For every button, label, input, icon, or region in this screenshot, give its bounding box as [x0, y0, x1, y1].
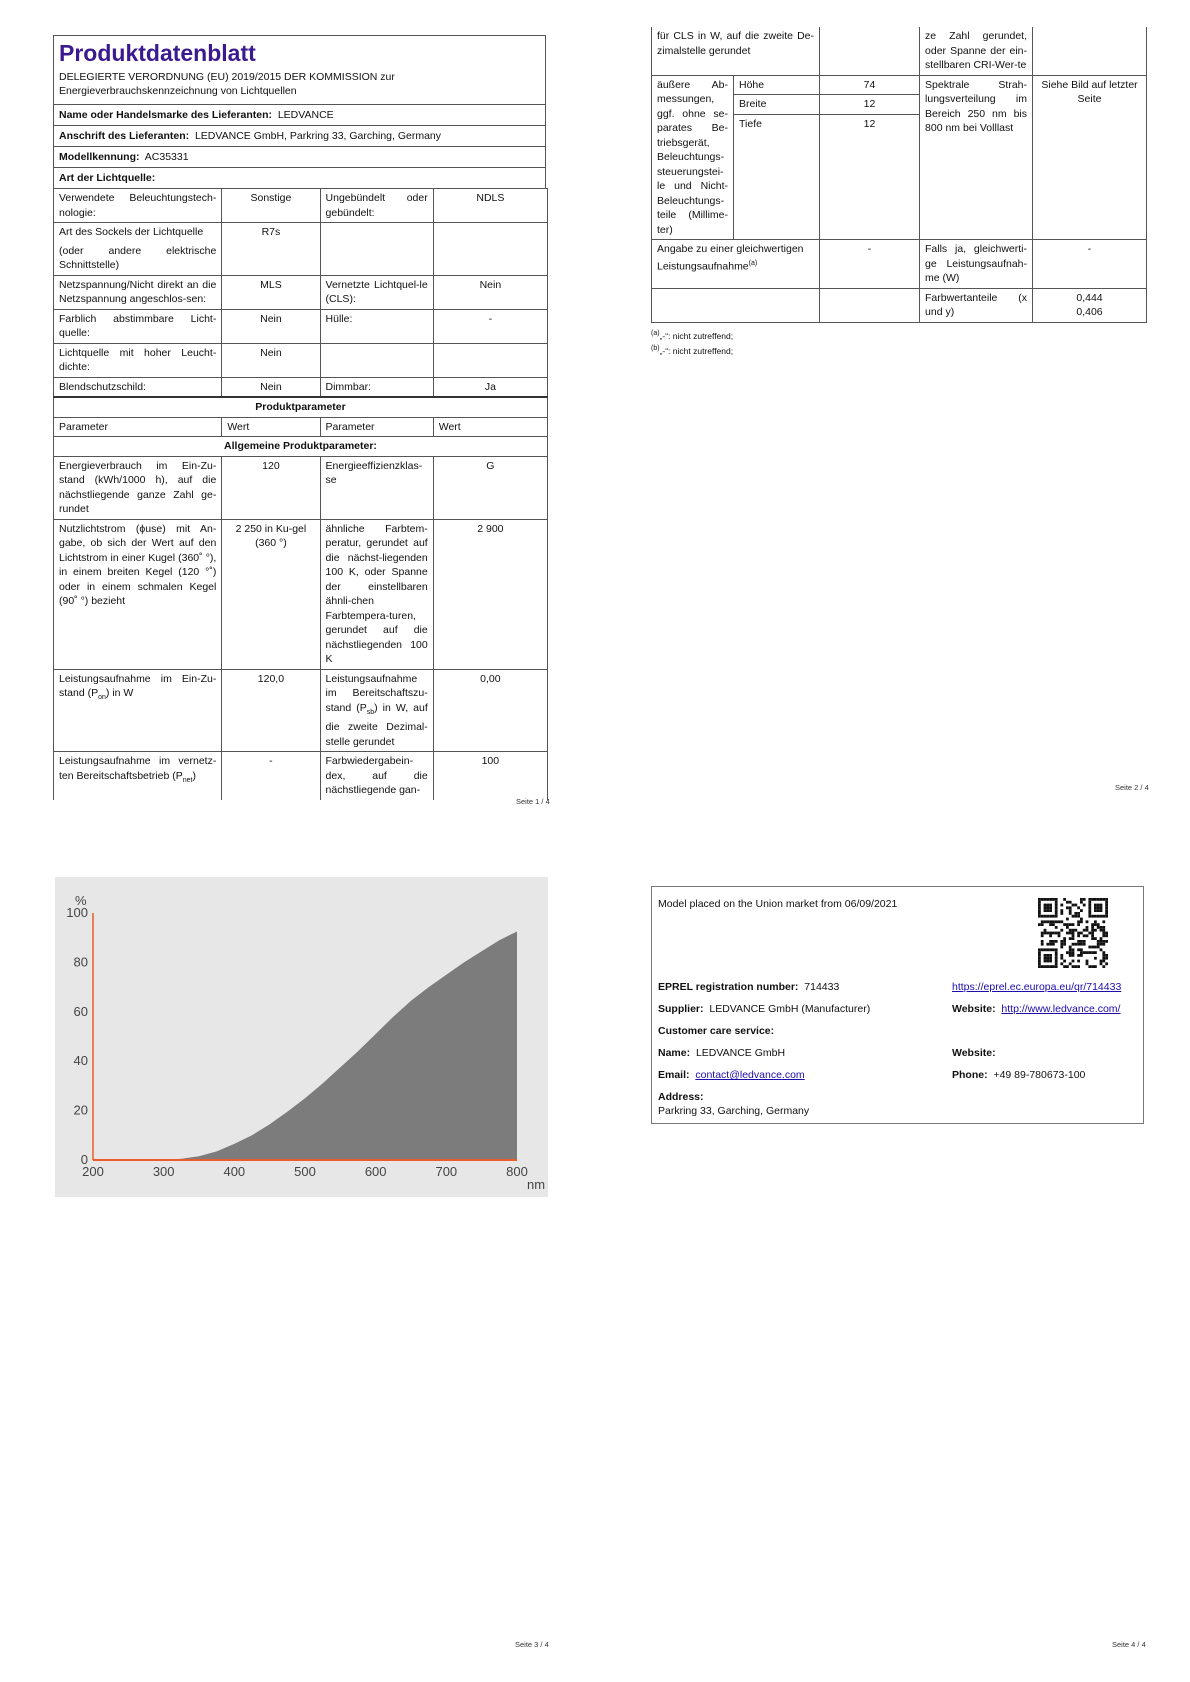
pnet-label-a: Leistungsaufnahme im vernetz-ten Bereitschaftsbetrieb (P	[59, 755, 217, 782]
spectral-value: Siehe Bild auf letzter Seite	[1033, 75, 1147, 240]
psb-label	[320, 669, 433, 752]
supplier-address-value: LEDVANCE GmbH, Parkring 33, Garching, Germany	[194, 130, 442, 142]
height-label: Höhe	[734, 75, 820, 95]
care-name-value: LEDVANCE GmbH	[695, 1047, 786, 1059]
supplier-address-label: Anschrift des Lieferanten:	[59, 130, 190, 142]
tech-label: Verwendete Beleuchtungstech-nologie:	[54, 189, 222, 223]
x-tick-label: 500	[294, 1164, 316, 1179]
empty-cell	[433, 223, 547, 276]
chroma-x: 0,444	[1076, 291, 1103, 304]
table-row	[54, 343, 548, 377]
pnet-sub: net	[182, 776, 193, 784]
page-1	[53, 35, 546, 800]
table-row	[54, 456, 548, 519]
empty-cell	[433, 343, 547, 377]
y-tick-label: 60	[73, 1003, 88, 1019]
psb-sub: sb	[366, 708, 375, 716]
model-label: Modellkennung:	[59, 151, 140, 163]
supplier-name-label: Name oder Handelsmarke des Lieferanten:	[59, 109, 272, 121]
height-value: 74	[820, 75, 920, 95]
footnote-b-ref: (b)	[651, 345, 660, 353]
socket-value: R7s	[222, 223, 320, 276]
cls-label: Vernetzte Lichtquel-le (CLS):	[320, 275, 433, 309]
cri-value: 100	[433, 752, 547, 800]
dimensions-label: äußere Ab-messungen, ggf. ohne se-parates Be-triebsgerät, Beleuchtungs-steuerungstei-le und Nicht-Beleuchtungs-teile (Millime-ter)	[652, 75, 734, 240]
col-header-param: Parameter	[54, 417, 222, 437]
equiv-label	[652, 240, 820, 289]
dimm-label: Dimmbar:	[320, 377, 433, 397]
y-tick-label: 0	[80, 1152, 88, 1167]
empty-cell	[1033, 27, 1147, 75]
table-row	[54, 437, 548, 457]
envelope-label: Hülle:	[320, 309, 433, 343]
cri-label-cont: ze Zahl gerundet, oder Spanne der ein-stellbaren CRI-Wer-te	[920, 27, 1033, 75]
high-lum-value: Nein	[222, 343, 320, 377]
glare-value: Nein	[222, 377, 320, 397]
x-tick-label: 300	[152, 1164, 175, 1179]
mains-value: MLS	[222, 275, 320, 309]
cct-value: 2 900	[433, 519, 547, 669]
market-text: Model placed on the Union market from 06/09/2021	[658, 898, 898, 910]
customer-care-label: Customer care service:	[658, 1025, 775, 1037]
col-header-value: Wert	[222, 417, 320, 437]
empty-cell	[820, 288, 920, 322]
page-2	[651, 27, 1146, 358]
table-row	[54, 189, 548, 223]
website-link[interactable]: http://www.ledvance.com/	[1001, 1003, 1121, 1015]
supplier-value: LEDVANCE GmbH (Manufacturer)	[709, 1003, 871, 1015]
address-heading	[658, 1091, 704, 1103]
chroma-value	[1033, 288, 1147, 322]
supplier-name-row	[53, 104, 546, 125]
cri-label: Farbwiedergabein-dex, auf die nächstliegende gan-	[320, 752, 433, 800]
table-row	[54, 309, 548, 343]
pon-label-a: Leistungsaufnahme im Ein-Zu-stand (P	[59, 672, 217, 699]
pnet-label-cont: für CLS in W, auf die zweite De-zimalstelle gerundet	[652, 27, 820, 75]
x-axis-label: nm	[527, 1177, 546, 1192]
psb-label-a: Leistungsaufnahme im Bereitschaftszu-stand (P	[325, 672, 428, 714]
bundled-label: Ungebündelt oder gebündelt:	[320, 189, 433, 223]
cct-label: ähnliche Farbtem-peratur, gerundet auf die nächst-liegenden 100 K, oder Spanne der einstellbaren ähnli-chen Farbtempera-turen, gerundet auf die nächstliegenden 100 K	[320, 519, 433, 669]
energy-label: Energieverbrauch im Ein-Zu-stand (kWh/1000 h), auf die nächstliegende ganze Zahl ge-rundet	[54, 456, 222, 519]
y-axis-label: %	[75, 893, 87, 908]
pon-sub: on	[98, 694, 106, 702]
empty-cell	[652, 288, 820, 322]
eclass-value: G	[433, 456, 547, 519]
product-params-heading: Produktparameter	[54, 397, 548, 417]
equiv-label-text: Angabe zu einer gleichwertigen Leistungsaufnahme	[657, 243, 804, 272]
table-row	[54, 377, 548, 397]
y-tick-label: 20	[73, 1102, 88, 1118]
light-type-row	[53, 167, 546, 188]
email-label: Email:	[658, 1069, 690, 1081]
table-row	[54, 752, 548, 800]
footnotes	[651, 327, 1146, 359]
chroma-label: Farbwertanteile (x und y)	[920, 288, 1033, 322]
spectrum-area	[93, 932, 517, 1161]
table-row	[54, 417, 548, 437]
table-row	[54, 519, 548, 669]
care-website-label: Website:	[952, 1047, 996, 1059]
eprel-number-value: 714433	[804, 981, 840, 993]
x-tick-label: 400	[223, 1164, 246, 1179]
eprel-number-label: EPREL registration number:	[658, 981, 799, 993]
care-website-row	[952, 1047, 996, 1059]
energy-value: 120	[222, 456, 320, 519]
model-row	[53, 146, 546, 167]
eprel-info-box	[651, 886, 1144, 1124]
page-number: Seite 2 / 4	[1115, 783, 1149, 792]
mains-label: Netzspannung/Nicht direkt an die Netzspannung angeschlos-sen:	[54, 275, 222, 309]
table-row	[652, 27, 1147, 75]
pnet-label-b: )	[192, 769, 196, 782]
tech-value: Sonstige	[222, 189, 320, 223]
website-label: Website:	[952, 1003, 996, 1015]
table-row	[652, 75, 1147, 95]
supplier-label: Supplier:	[658, 1003, 704, 1015]
color-tune-value: Nein	[222, 309, 320, 343]
dimm-value: Ja	[433, 377, 547, 397]
table-row	[54, 223, 548, 276]
spectral-label: Spektrale Strah-lungsverteilung im Bereich 250 nm bis 800 nm bei Volllast	[920, 75, 1033, 240]
socket-label-line2: (oder andere elektrische Schnittstelle)	[59, 244, 217, 271]
eprel-number-row	[658, 981, 839, 993]
page-title: Produktdatenblatt	[59, 40, 256, 66]
footnote-b	[651, 342, 1146, 358]
equiv2-label: Falls ja, gleichwerti-ge Leistungsaufnah-me (W)	[920, 240, 1033, 289]
eclass-label: Energieeffizienzklas-se	[320, 456, 433, 519]
footnote-a-text: „-“: nicht zutreffend;	[659, 330, 734, 341]
socket-label-line1: Art des Sockels der Lichtquelle	[59, 226, 204, 238]
x-tick-label: 700	[435, 1164, 458, 1179]
envelope-value: -	[433, 309, 547, 343]
table-row	[652, 240, 1147, 289]
chart-area	[93, 913, 517, 1160]
depth-value: 12	[820, 115, 920, 240]
pon-label-b: ) in W	[105, 687, 134, 699]
x-tick-label: 800	[506, 1164, 528, 1179]
pon-value: 120,0	[222, 669, 320, 752]
y-tick-label: 80	[73, 954, 88, 970]
light-type-label: Art der Lichtquelle:	[59, 172, 156, 184]
x-tick-label: 600	[364, 1164, 387, 1179]
model-value: AC35331	[144, 151, 189, 163]
spec-table	[53, 188, 548, 800]
website-row	[952, 1003, 1120, 1015]
email-row	[658, 1069, 805, 1081]
glare-label: Blendschutzschild:	[54, 377, 222, 397]
customer-care-heading	[658, 1025, 774, 1037]
phone-value: +49 89-780673-100	[993, 1069, 1086, 1081]
width-label: Breite	[734, 95, 820, 115]
bundled-value: NDLS	[433, 189, 547, 223]
page-number: Seite 4 / 4	[1112, 1640, 1146, 1649]
psb-label-b: ) in W, auf die zweite Dezimal-stelle gerundet	[325, 701, 428, 748]
regulation-subtitle: DELEGIERTE VERORDNUNG (EU) 2019/2015 DER KOMMISSION zur Energieverbrauchskennzeichnung von Lichtquellen	[59, 71, 395, 97]
phone-label: Phone:	[952, 1069, 988, 1081]
spectral-chart	[55, 877, 548, 1197]
care-name-row	[658, 1047, 785, 1059]
high-lum-label: Lichtquelle mit hoher Leucht-dichte:	[54, 343, 222, 377]
supplier-address-row	[53, 125, 546, 146]
spectral-chart-svg	[55, 877, 548, 1197]
col-header-value: Wert	[433, 417, 547, 437]
empty-cell	[820, 27, 920, 75]
socket-label	[54, 223, 222, 276]
cls-value: Nein	[433, 275, 547, 309]
page-number: Seite 1 / 4	[516, 797, 550, 806]
chroma-y: 0,406	[1076, 306, 1103, 318]
empty-cell	[320, 223, 433, 276]
footnote-a	[651, 327, 1146, 343]
flux-value: 2 250 in Ku-gel (360 °)	[222, 519, 320, 669]
table-row	[54, 397, 548, 417]
pon-label	[54, 669, 222, 752]
y-tick-label: 40	[73, 1053, 88, 1069]
pnet-value: -	[222, 752, 320, 800]
footnote-b-text: „-“: nicht zutreffend;	[659, 346, 734, 357]
flux-label: Nutzlichtstrom (ϕuse) mit An-gabe, ob sich der Wert auf den Lichtstrom in einer Kugel (360˚ °), in einem breiten Kegel (120 °˚) oder in einem schmalen Kegel (90˚ °) bezieht	[54, 519, 222, 669]
pnet-label	[54, 752, 222, 800]
color-tune-label: Farblich abstimmbare Licht-quelle:	[54, 309, 222, 343]
supplier-name-value: LEDVANCE	[277, 109, 334, 121]
email-link[interactable]: contact@ledvance.com	[695, 1069, 805, 1081]
empty-cell	[320, 343, 433, 377]
depth-label: Tiefe	[734, 115, 820, 240]
table-row	[652, 288, 1147, 322]
page-number: Seite 3 / 4	[515, 1640, 549, 1649]
spec-table-continued	[651, 27, 1147, 323]
eprel-link[interactable]: https://eprel.ec.europa.eu/qr/714433	[952, 981, 1122, 993]
care-name-label: Name:	[658, 1047, 691, 1059]
psb-value: 0,00	[433, 669, 547, 752]
equiv2-value: -	[1033, 240, 1147, 289]
table-row	[54, 275, 548, 309]
phone-row	[952, 1069, 1085, 1081]
y-tick-label: 100	[66, 905, 88, 920]
col-header-param: Parameter	[320, 417, 433, 437]
address-value: Parkring 33, Garching, Germany	[658, 1105, 810, 1117]
equiv-value: -	[820, 240, 920, 289]
datasheet-header	[53, 35, 546, 104]
address-label: Address:	[658, 1091, 704, 1103]
width-value: 12	[820, 95, 920, 115]
qr-code-icon[interactable]	[1038, 898, 1108, 968]
x-tick-label: 200	[82, 1164, 104, 1179]
general-params-heading: Allgemeine Produktparameter:	[54, 437, 548, 457]
table-row	[54, 669, 548, 752]
footnote-a-ref: (a)	[651, 329, 660, 337]
equiv-footnote-ref: (a)	[748, 259, 758, 267]
supplier-row	[658, 1003, 870, 1015]
